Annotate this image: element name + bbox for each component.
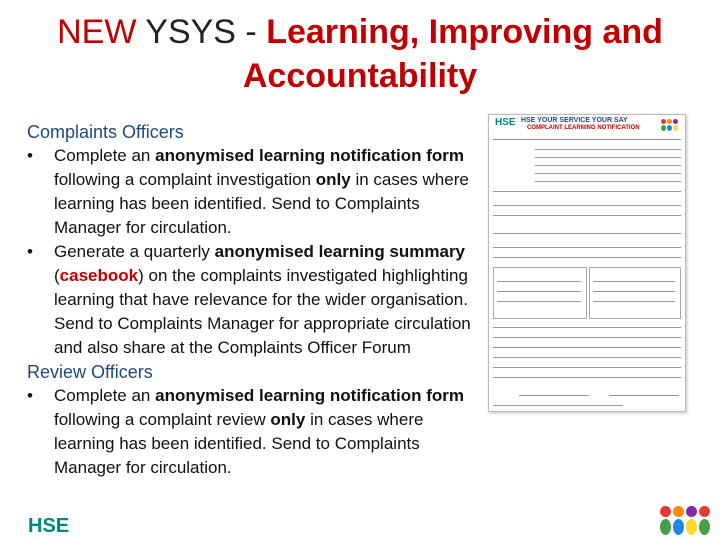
- title-bold-1: Learning, Improving and: [266, 13, 663, 51]
- title-line-2: Accountability: [242, 57, 478, 95]
- form-line: [493, 337, 681, 338]
- text: following a complaint investigation: [54, 170, 316, 189]
- bullet-icon: •: [27, 146, 33, 165]
- list-item: [27, 144, 472, 240]
- form-line: [493, 327, 681, 328]
- form-subheader: COMPLAINT LEARNING NOTIFICATION: [527, 125, 640, 131]
- bold-text: anonymised learning summary: [214, 242, 466, 261]
- bullet-icon: •: [27, 242, 33, 261]
- form-line: [493, 205, 681, 206]
- heading-complaints-officers: Complaints Officers: [27, 122, 184, 142]
- form-line: [497, 301, 581, 302]
- slide-body: [27, 120, 472, 480]
- form-line: [535, 165, 681, 166]
- bullet-icon: •: [27, 386, 33, 405]
- form-line: [493, 191, 681, 192]
- form-line: [535, 181, 681, 182]
- form-line: [535, 157, 681, 158]
- form-box: [589, 267, 681, 319]
- form-line: [493, 377, 681, 378]
- form-line: [493, 347, 681, 348]
- complaints-officers-list: [27, 144, 472, 360]
- slide-title: [0, 10, 720, 98]
- text: in cases where learning has been identified. Send to Complaints Manager for circulation.: [54, 410, 424, 477]
- review-officers-list: [27, 384, 472, 480]
- text: ) on the complaints investigated highlighting learning that have relevance for the wider organisation. Send to Complaints Manager for appropriate circulation and also share at the Complaints Officer Forum: [54, 266, 471, 357]
- form-line: [609, 395, 679, 396]
- title-new: NEW: [57, 13, 137, 51]
- form-line: [593, 291, 675, 292]
- form-line: [493, 257, 681, 258]
- hse-logo-icon: HSE: [495, 117, 516, 128]
- list-item: [27, 240, 472, 360]
- text: following a complaint review: [54, 410, 271, 429]
- casebook-text: casebook: [59, 266, 139, 285]
- bold-text: anonymised learning notification form: [155, 386, 464, 405]
- hse-footer-logo-icon: HSE: [28, 515, 70, 537]
- text: Generate a quarterly: [54, 242, 215, 261]
- form-line: [497, 281, 581, 282]
- text: Complete an: [54, 146, 156, 165]
- learning-notification-form-thumbnail: [488, 114, 686, 412]
- bold-text: only: [315, 170, 351, 189]
- form-line: [493, 405, 623, 406]
- form-line: [535, 149, 681, 150]
- bold-text: only: [270, 410, 306, 429]
- list-item: [27, 384, 472, 480]
- form-line: [493, 357, 681, 358]
- form-line: [493, 139, 681, 140]
- bold-text: anonymised learning notification form: [155, 146, 464, 165]
- form-line: [493, 247, 681, 248]
- form-box: [493, 267, 587, 319]
- form-line: [493, 233, 681, 234]
- title-dash: -: [235, 13, 267, 51]
- form-line: [497, 291, 581, 292]
- form-line: [535, 173, 681, 174]
- text: (: [54, 266, 60, 285]
- form-line: [519, 395, 589, 396]
- form-line: [493, 367, 681, 368]
- title-line-1: [0, 10, 720, 54]
- text: Complete an: [54, 386, 156, 405]
- form-header: HSE YOUR SERVICE YOUR SAY: [521, 117, 628, 124]
- title-ysys: YSYS: [145, 13, 236, 51]
- heading-review-officers: Review Officers: [27, 362, 153, 382]
- text: in cases where learning has been identified. Send to Complaints Manager for circulation.: [54, 170, 469, 237]
- form-line: [593, 301, 675, 302]
- form-line: [593, 281, 675, 282]
- form-line: [493, 215, 681, 216]
